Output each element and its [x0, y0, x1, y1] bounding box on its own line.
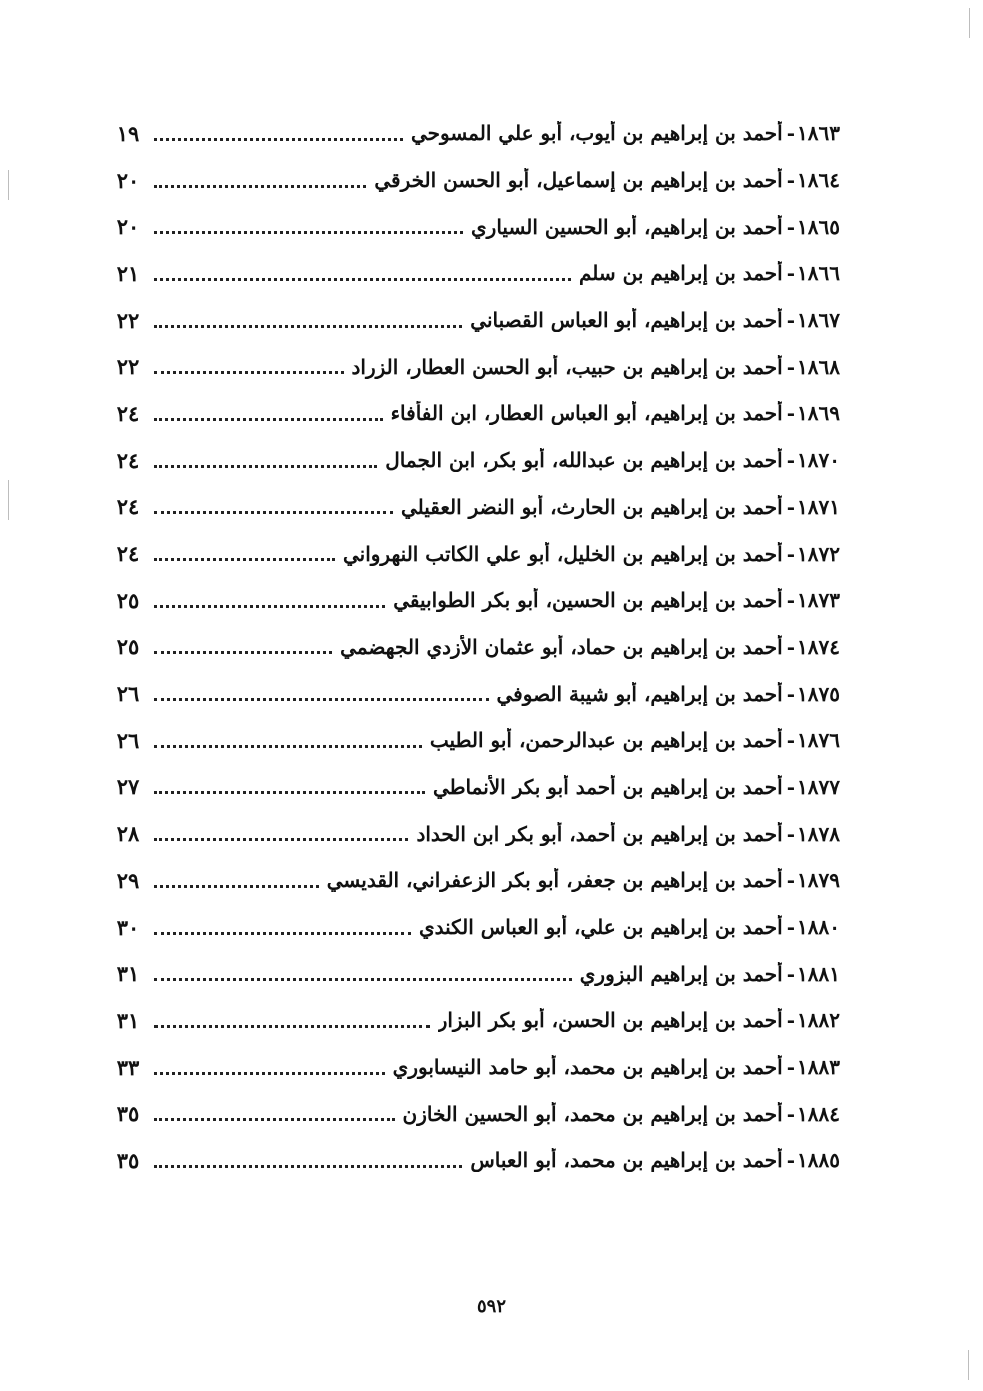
- toc-entry: [110, 950, 840, 997]
- entry-title: أحمد بن إبراهيم بن محمد، أبو العباس: [470, 1148, 783, 1173]
- dot-leader: [154, 978, 572, 981]
- toc-entry: [110, 437, 840, 484]
- dot-leader: [154, 885, 319, 888]
- entry-number: ١٨٧٩: [797, 868, 840, 893]
- dot-leader: [154, 745, 422, 748]
- entry-separator: -: [786, 774, 796, 799]
- entry-number: ١٨٦٥: [797, 214, 840, 239]
- entry-separator: -: [786, 354, 796, 379]
- entry-separator: -: [786, 915, 796, 940]
- entry-page-number: ٢٦: [116, 727, 140, 753]
- dot-leader: [154, 418, 383, 421]
- toc-entry: [110, 904, 840, 951]
- entry-title: أحمد بن إبراهيم بن محمد، أبو حامد النيسابوري: [392, 1055, 783, 1080]
- entry-title: أحمد بن إبراهيم بن الحارث، أبو النضر العقيلي: [400, 494, 783, 519]
- dot-leader: [154, 605, 385, 608]
- entry-separator: -: [786, 401, 796, 426]
- scan-artifact: [968, 1350, 969, 1380]
- entry-separator: -: [786, 634, 796, 659]
- entry-separator: -: [786, 821, 796, 846]
- entry-separator: -: [786, 214, 796, 239]
- entry-number: ١٨٨٣: [797, 1055, 840, 1080]
- entry-separator: -: [786, 308, 796, 333]
- dot-leader: [154, 1072, 385, 1075]
- entry-page-number: ٢٠: [116, 214, 140, 240]
- entry-page-number: ٣٠: [116, 914, 140, 940]
- dot-leader: [154, 698, 489, 701]
- entry-number: ١٨٧٧: [797, 774, 840, 799]
- entry-title: أحمد بن إبراهيم بن علي، أبو العباس الكندي: [418, 915, 783, 940]
- entry-separator: -: [786, 1101, 796, 1126]
- entry-title: أحمد بن إبراهيم بن عبدالله، أبو بكر، ابن الجمال: [385, 448, 783, 473]
- entry-separator: -: [786, 1148, 796, 1173]
- toc-entry: [110, 764, 840, 811]
- entry-page-number: ٢٤: [116, 541, 140, 567]
- entry-separator: -: [786, 681, 796, 706]
- entry-number: ١٨٧١: [797, 494, 840, 519]
- entry-number: ١٨٦٧: [797, 308, 840, 333]
- toc-entry: [110, 250, 840, 297]
- entry-page-number: ٢٦: [116, 681, 140, 707]
- entry-separator: -: [786, 1055, 796, 1080]
- dot-leader: [154, 651, 332, 654]
- scan-artifact: [8, 480, 9, 520]
- toc-entry: [110, 110, 840, 157]
- entry-separator: -: [786, 541, 796, 566]
- dot-leader: [154, 465, 377, 468]
- entry-title: أحمد بن إبراهيم، أبو العباس القصباني: [470, 308, 783, 333]
- dot-leader: [154, 838, 408, 841]
- entry-number: ١٨٨٠: [797, 915, 840, 940]
- toc-entry: [110, 157, 840, 204]
- entry-number: ١٨٨٢: [797, 1008, 840, 1033]
- toc-entry: [110, 343, 840, 390]
- toc-entry: [110, 1044, 840, 1091]
- entry-title: أحمد بن إبراهيم، أبو العباس العطار، ابن الفأفاء: [390, 401, 783, 426]
- entry-title: أحمد بن إبراهيم بن الخليل، أبو علي الكاتب النهرواني: [342, 541, 783, 566]
- entry-title: أحمد بن إبراهيم بن عبدالرحمن، أبو الطيب: [429, 728, 783, 753]
- toc-entry: [110, 624, 840, 671]
- entry-separator: -: [786, 728, 796, 753]
- dot-leader: [154, 1025, 430, 1028]
- entry-number: ١٨٦٤: [797, 168, 840, 193]
- entry-page-number: ٢٤: [116, 494, 140, 520]
- dot-leader: [154, 1118, 395, 1121]
- entry-page-number: ٣١: [116, 961, 140, 987]
- toc-entry: [110, 203, 840, 250]
- entry-page-number: ٢٥: [116, 587, 140, 613]
- entry-number: ١٨٨٤: [797, 1101, 840, 1126]
- entry-number: ١٨٨٥: [797, 1148, 840, 1173]
- entry-page-number: ٢٨: [116, 821, 140, 847]
- entry-number: ١٨٨١: [797, 961, 840, 986]
- toc-entry: [110, 1137, 840, 1184]
- entry-title: أحمد بن إبراهيم بن أحمد، أبو بكر ابن الحداد: [416, 821, 783, 846]
- entry-title: أحمد بن إبراهيم بن حبيب، أبو الحسن العطار، الزراد: [351, 354, 783, 379]
- entry-page-number: ٢٤: [116, 400, 140, 426]
- dot-leader: [154, 278, 571, 281]
- entry-separator: -: [786, 588, 796, 613]
- dot-leader: [154, 185, 366, 188]
- table-of-contents: [110, 110, 840, 1184]
- dot-leader: [154, 558, 335, 561]
- entry-title: أحمد بن إبراهيم بن حماد، أبو عثمان الأزدي الجهضمي: [340, 634, 783, 659]
- entry-number: ١٨٧٨: [797, 821, 840, 846]
- entry-number: ١٨٦٣: [797, 121, 840, 146]
- entry-separator: -: [786, 168, 796, 193]
- toc-entry: [110, 530, 840, 577]
- entry-separator: -: [786, 1008, 796, 1033]
- entry-separator: -: [786, 261, 796, 286]
- entry-page-number: ٢٧: [116, 774, 140, 800]
- entry-title: أحمد بن إبراهيم بن أحمد أبو بكر الأنماطي: [432, 774, 783, 799]
- toc-entry: [110, 717, 840, 764]
- page-number: ٥٩٢: [476, 1296, 506, 1317]
- entry-separator: -: [786, 961, 796, 986]
- dot-leader: [154, 1165, 462, 1168]
- entry-number: ١٨٧٣: [797, 588, 840, 613]
- entry-number: ١٨٧٤: [797, 634, 840, 659]
- entry-number: ١٨٦٦: [797, 261, 840, 286]
- dot-leader: [154, 138, 403, 141]
- entry-page-number: ٢٠: [116, 167, 140, 193]
- entry-title: أحمد بن إبراهيم بن جعفر، أبو بكر الزعفراني، القديسي: [326, 868, 783, 893]
- scan-artifact: [8, 170, 9, 200]
- entry-page-number: ٢١: [116, 260, 140, 286]
- entry-title: أحمد بن إبراهيم بن إسماعيل، أبو الحسن الخرقي: [374, 168, 783, 193]
- entry-number: ١٨٦٩: [797, 401, 840, 426]
- entry-title: أحمد بن إبراهيم، أبو الحسين السياري: [471, 214, 783, 239]
- toc-entry: [110, 1090, 840, 1137]
- toc-entry: [110, 297, 840, 344]
- scan-artifact: [969, 8, 970, 38]
- entry-number: ١٨٧٠: [797, 448, 840, 473]
- entry-title: أحمد بن إبراهيم بن محمد، أبو الحسين الخازن: [402, 1101, 783, 1126]
- entry-page-number: ٢٢: [116, 354, 140, 380]
- entry-page-number: ٢٥: [116, 634, 140, 660]
- entry-title: أحمد بن إبراهيم بن الحسن، أبو بكر البزار: [437, 1008, 783, 1033]
- entry-title: أحمد بن إبراهيم بن الحسين، أبو بكر الطوابيقي: [393, 588, 783, 613]
- entry-page-number: ١٩: [116, 120, 140, 146]
- entry-number: ١٨٦٨: [797, 354, 840, 379]
- entry-page-number: ٣٥: [116, 1147, 140, 1173]
- entry-title: أحمد بن إبراهيم بن سلم: [579, 261, 783, 286]
- entry-separator: -: [786, 868, 796, 893]
- toc-entry: [110, 577, 840, 624]
- entry-number: ١٨٧٥: [797, 681, 840, 706]
- dot-leader: [154, 932, 411, 935]
- entry-page-number: ٣١: [116, 1007, 140, 1033]
- entry-title: أحمد بن إبراهيم، أبو شيبة الصوفي: [496, 681, 783, 706]
- entry-page-number: ٢٤: [116, 447, 140, 473]
- dot-leader: [154, 231, 463, 234]
- entry-page-number: ٢٩: [116, 867, 140, 893]
- entry-separator: -: [786, 494, 796, 519]
- toc-entry: [110, 997, 840, 1044]
- entry-number: ١٨٧٦: [797, 728, 840, 753]
- toc-entry: [110, 484, 840, 531]
- entry-separator: -: [786, 121, 796, 146]
- dot-leader: [154, 511, 393, 514]
- entry-title: أحمد بن إبراهيم البزوري: [579, 961, 783, 986]
- entry-page-number: ٣٣: [116, 1054, 140, 1080]
- entry-page-number: ٢٢: [116, 307, 140, 333]
- dot-leader: [154, 791, 425, 794]
- dot-leader: [154, 371, 344, 374]
- toc-entry: [110, 670, 840, 717]
- dot-leader: [154, 325, 462, 328]
- entry-title: أحمد بن إبراهيم بن أيوب، أبو علي المسوحي: [410, 121, 783, 146]
- toc-entry: [110, 857, 840, 904]
- entry-separator: -: [786, 448, 796, 473]
- toc-entry: [110, 390, 840, 437]
- entry-number: ١٨٧٢: [797, 541, 840, 566]
- entry-page-number: ٣٥: [116, 1101, 140, 1127]
- toc-entry: [110, 810, 840, 857]
